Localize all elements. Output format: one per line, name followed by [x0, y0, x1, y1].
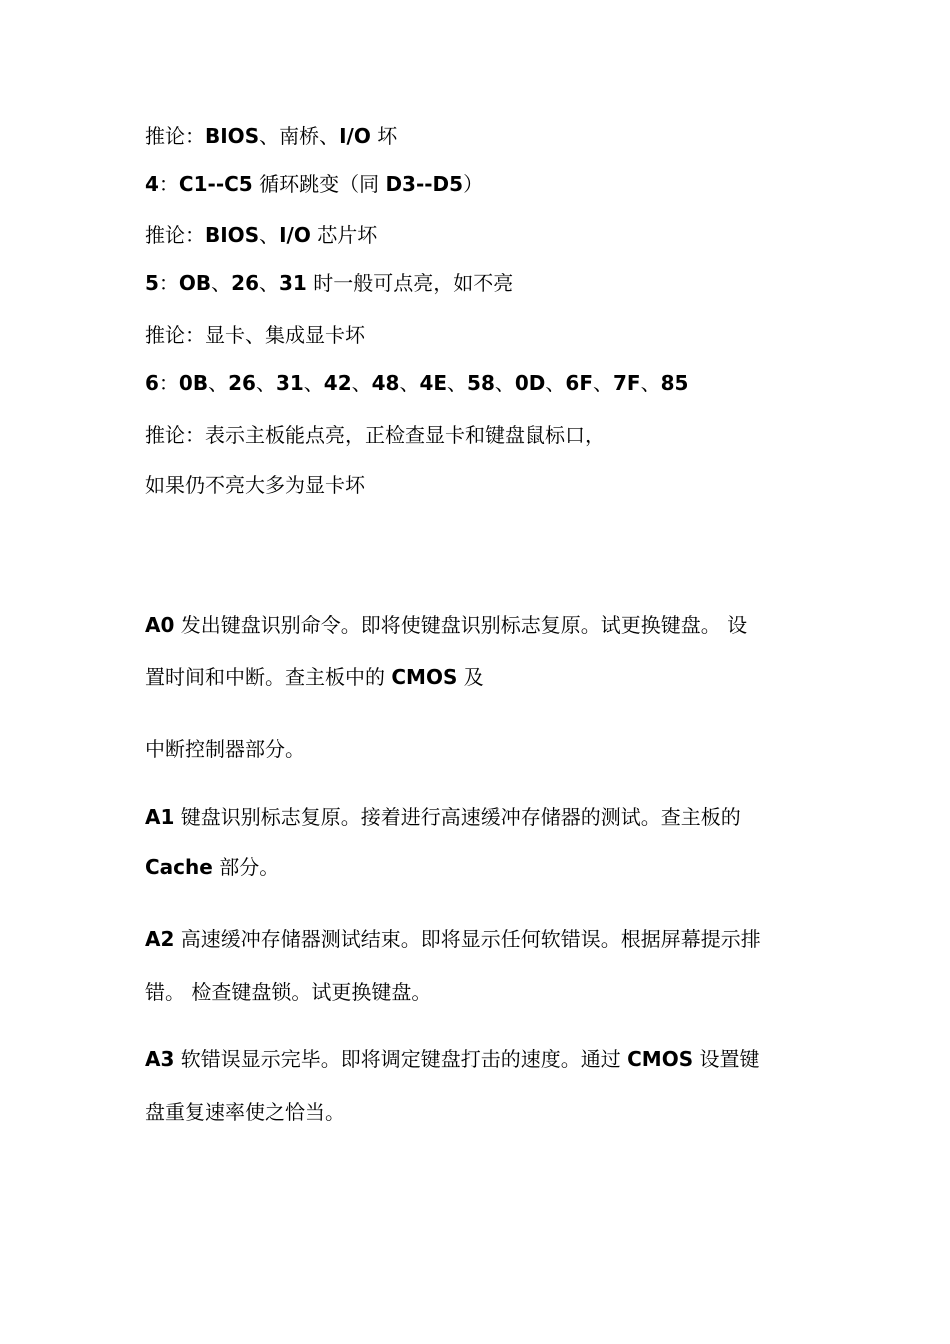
text-segment: 、 [211, 271, 232, 295]
text-segment: 、 [399, 371, 420, 395]
text-segment: 、 [545, 371, 566, 395]
bold-segment: I/O [339, 124, 371, 148]
text-segment: 芯片坏 [310, 223, 378, 247]
text-segment: 、 [593, 371, 613, 395]
text-line [145, 370, 688, 396]
text-line [145, 422, 605, 448]
text-segment: ： [158, 271, 179, 295]
text-segment: 、 [259, 271, 280, 295]
bold-segment: 85 [660, 371, 689, 395]
bold-segment: A2 [145, 927, 175, 951]
bold-segment: CMOS [627, 1047, 694, 1071]
bold-segment: 0D [514, 371, 546, 395]
bold-segment: 6F [565, 371, 593, 395]
text-segment: ） [463, 172, 484, 196]
text-line [145, 222, 377, 248]
text-segment: 推论：显卡、集成显卡坏 [145, 323, 365, 347]
bold-segment: I/O [279, 223, 311, 247]
bold-segment: 4 [145, 172, 159, 196]
text-line [145, 804, 741, 830]
text-line [145, 322, 365, 348]
text-line [145, 736, 305, 762]
text-segment: 、 [255, 371, 276, 395]
text-segment: 、 [259, 223, 280, 247]
text-segment: ： [158, 172, 179, 196]
bold-segment: D3--D5 [385, 172, 464, 196]
text-segment: 键盘识别标志复原。接着进行高速缓冲存储器的测试。查主板的 [174, 805, 741, 829]
bold-segment: 26 [231, 271, 260, 295]
text-segment: 、南桥、 [259, 124, 340, 148]
text-segment: 、 [640, 371, 661, 395]
text-segment: 部分。 [212, 855, 280, 879]
text-segment: 如果仍不亮大多为显卡坏 [145, 473, 365, 497]
text-line [145, 1099, 345, 1125]
bold-segment: A3 [145, 1047, 175, 1071]
bold-segment: C1--C5 [178, 172, 253, 196]
text-line [145, 664, 484, 690]
bold-segment: 26 [228, 371, 256, 395]
text-segment: 设置键 [693, 1047, 760, 1071]
bold-segment: CMOS [391, 665, 458, 689]
bold-segment: 7F [613, 371, 641, 395]
bold-segment: 31 [275, 371, 304, 395]
bold-segment: A1 [145, 805, 175, 829]
text-segment: 软错误显示完毕。即将调定键盘打击的速度。通过 [174, 1047, 628, 1071]
text-line [145, 472, 365, 498]
text-segment: 、 [494, 371, 515, 395]
text-segment: 置时间和中断。查主板中的 [145, 665, 392, 689]
text-line [145, 926, 761, 952]
text-segment: 时一般可点亮，如不亮 [306, 271, 514, 295]
text-segment: 推论： [145, 223, 205, 247]
bold-segment: 4E [419, 371, 448, 395]
text-line [145, 171, 483, 197]
text-segment: 推论：表示主板能点亮，正检查显卡和键盘鼠标口， [145, 423, 605, 447]
text-segment: 及 [457, 665, 484, 689]
bold-segment: BIOS [205, 223, 260, 247]
bold-segment: 42 [323, 371, 352, 395]
text-segment: 、 [447, 371, 468, 395]
text-segment: 中断控制器部分。 [145, 737, 305, 761]
text-segment: 高速缓冲存储器测试结束。即将显示任何软错误。根据屏幕提示排 [174, 927, 761, 951]
text-segment: 错。 检查键盘锁。试更换键盘。 [145, 980, 432, 1004]
bold-segment: A0 [145, 613, 175, 637]
text-line [145, 612, 747, 638]
text-line [145, 1046, 759, 1072]
text-line [145, 979, 431, 1005]
text-segment: 、 [208, 371, 229, 395]
text-segment: 盘重复速率使之恰当。 [145, 1100, 345, 1124]
text-segment: 、 [303, 371, 324, 395]
text-segment: 推论： [145, 124, 205, 148]
text-segment: ： [158, 371, 179, 395]
bold-segment: 58 [467, 371, 495, 395]
bold-segment: OB [178, 271, 212, 295]
text-segment: 坏 [370, 124, 398, 148]
bold-segment: 31 [279, 271, 307, 295]
text-segment: 循环跳变（同 [252, 172, 386, 196]
text-line [145, 123, 397, 149]
bold-segment: 6 [145, 371, 159, 395]
bold-segment: 0B [178, 371, 209, 395]
bold-segment: 48 [371, 371, 400, 395]
bold-segment: Cache [145, 855, 213, 879]
bold-segment: BIOS [205, 124, 260, 148]
text-segment: 发出键盘识别命令。即将使键盘识别标志复原。试更换键盘。 设 [174, 613, 748, 637]
text-line [145, 854, 279, 880]
bold-segment: 5 [145, 271, 159, 295]
text-segment: 、 [351, 371, 372, 395]
text-line [145, 270, 513, 296]
